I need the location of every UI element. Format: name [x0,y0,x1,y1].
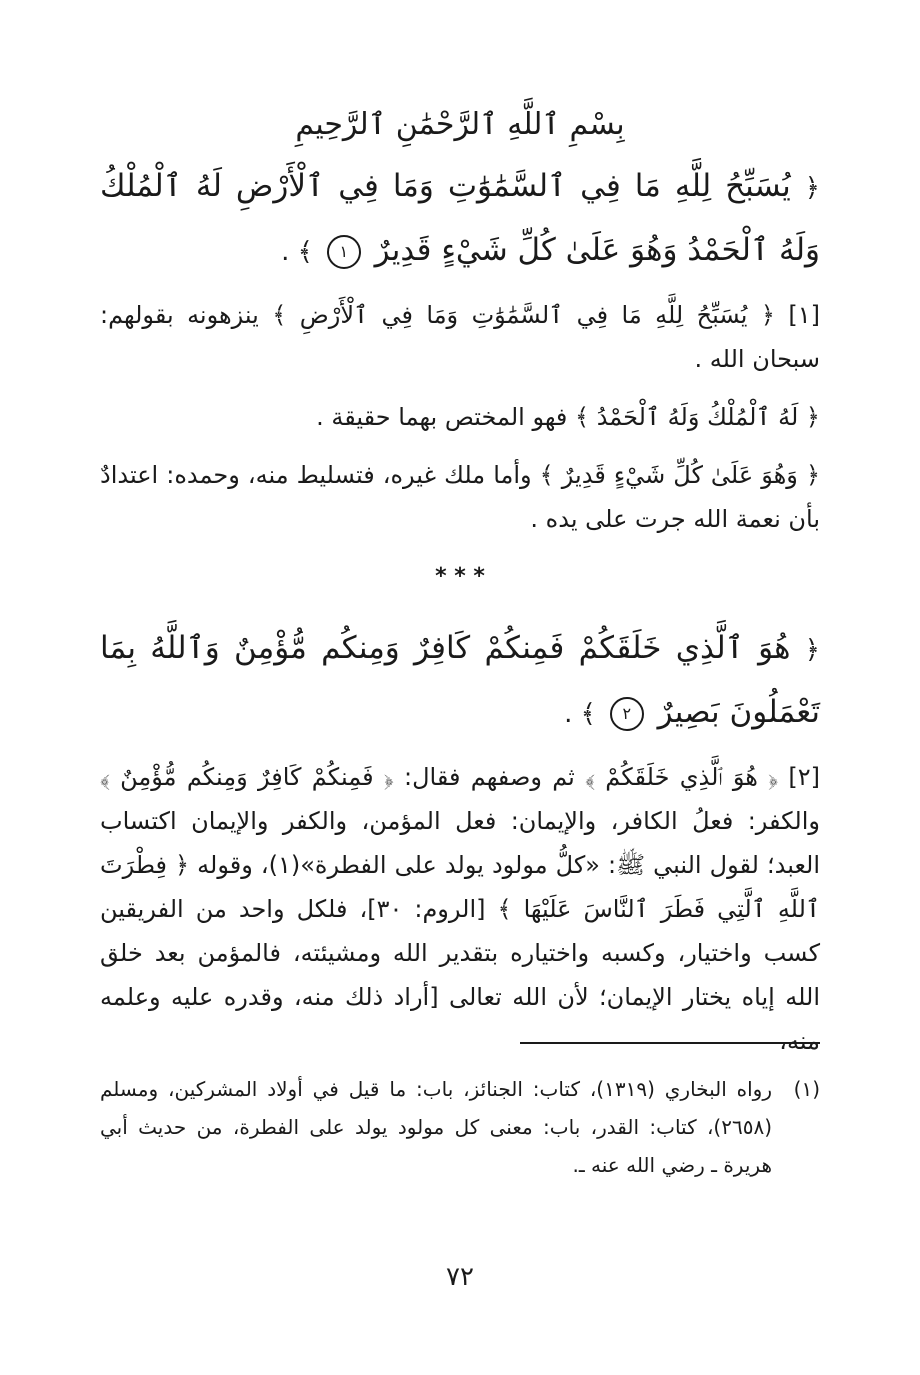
footnote-1 [100,1070,820,1184]
page-body [100,95,820,1077]
verse-1-text: يُسَبِّحُ لِلَّهِ مَا فِي ٱلسَّمَٰوَٰتِ وَمَا فِي ٱلْأَرْضِ لَهُ ٱلْمُلْكُ وَلَهُ ٱلْحَمْدُ وَهُوَ عَلَىٰ كُلِّ شَيْءٍ قَدِيرٌ [100,168,820,268]
tafsir-paragraph-1b: ﴿ لَهُ ٱلْمُلْكُ وَلَهُ ٱلْحَمْدُ ﴾ فهو المختص بهما حقيقة . [316,403,820,431]
verse-2-text: هُوَ ٱلَّذِي خَلَقَكُمْ فَمِنكُمْ كَافِرٌ وَمِنكُم مُّؤْمِنٌ وَٱللَّهُ بِمَا تَعْمَلُونَ بَصِيرٌ [100,630,820,730]
tafsir-paragraph-2: [٢] ﴿ هُوَ ٱلَّذِي خَلَقَكُمْ ﴾ ثم وصفهم فقال: ﴿ فَمِنكُمْ كَافِرٌ وَمِنكُم مُّؤْمِنٌ ﴾ والكفر: فعلُ الكافر، والإيمان: فعل المؤمن، والكفر والإيمان اكتساب العبد؛ لقول النبي ﷺ: «كلُّ مولود يولد على الفطرة»(١)، وقوله ﴿ فِطْرَتَ ٱللَّهِ ٱلَّتِي فَطَرَ ٱلنَّاسَ عَلَيْهَا ﴾ [الروم: ٣٠]، فلكل واحد من الفريقين كسب واختيار، وكسبه واختياره بتقدير الله ومشيئته، فالمؤمن بعد خلق الله إياه يختار الإيمان؛ لأن الله تعالى [أراد ذلك منه، وقدره عليه وعلمه منه، [100,763,821,1055]
footnotes [100,1070,820,1184]
page-number: ٧٢ [446,1262,474,1292]
verse-close-bracket: ﴾ . [281,237,313,267]
footnote-divider [520,1042,820,1044]
verse-open-bracket: ﴿ [804,635,820,665]
verse-open-bracket: ﴿ [804,173,820,203]
basmala-heading: بِسْمِ ٱللَّهِ ٱلرَّحْمَٰنِ ٱلرَّحِيمِ [295,107,625,142]
tafsir-paragraph-1c: ﴿ وَهُوَ عَلَىٰ كُلِّ شَيْءٍ قَدِيرٌ ﴾ وأما ملك غيره، فتسليط منه، وحمده: اعتدادٌ بأن نعمة الله جرت على يده . [100,461,820,533]
footnote-number: (١) [793,1077,820,1101]
verse-close-bracket: ﴾ . [564,699,596,729]
tafsir-paragraph-1a: [١] ﴿ يُسَبِّحُ لِلَّهِ مَا فِي ٱلسَّمَٰوَٰتِ وَمَا فِي ٱلْأَرْضِ ﴾ ينزهونه بقولهم: سبحان الله . [100,301,820,373]
footnote-text: رواه البخاري (١٣١٩)، كتاب: الجنائز، باب: ما قيل في أولاد المشركين، ومسلم (٢٦٥٨)، كتاب: القدر، باب: معنى كل مولود يولد على الفطرة، من حديث أبي هريرة ـ رضي الله عنه ـ. [100,1077,772,1177]
ayah-number-marker: ١ [327,235,361,269]
section-separator: * * * [435,564,485,589]
quran-verse-1 [100,155,820,283]
ayah-number-marker: ٢ [610,697,644,731]
quran-verse-2 [100,617,820,745]
